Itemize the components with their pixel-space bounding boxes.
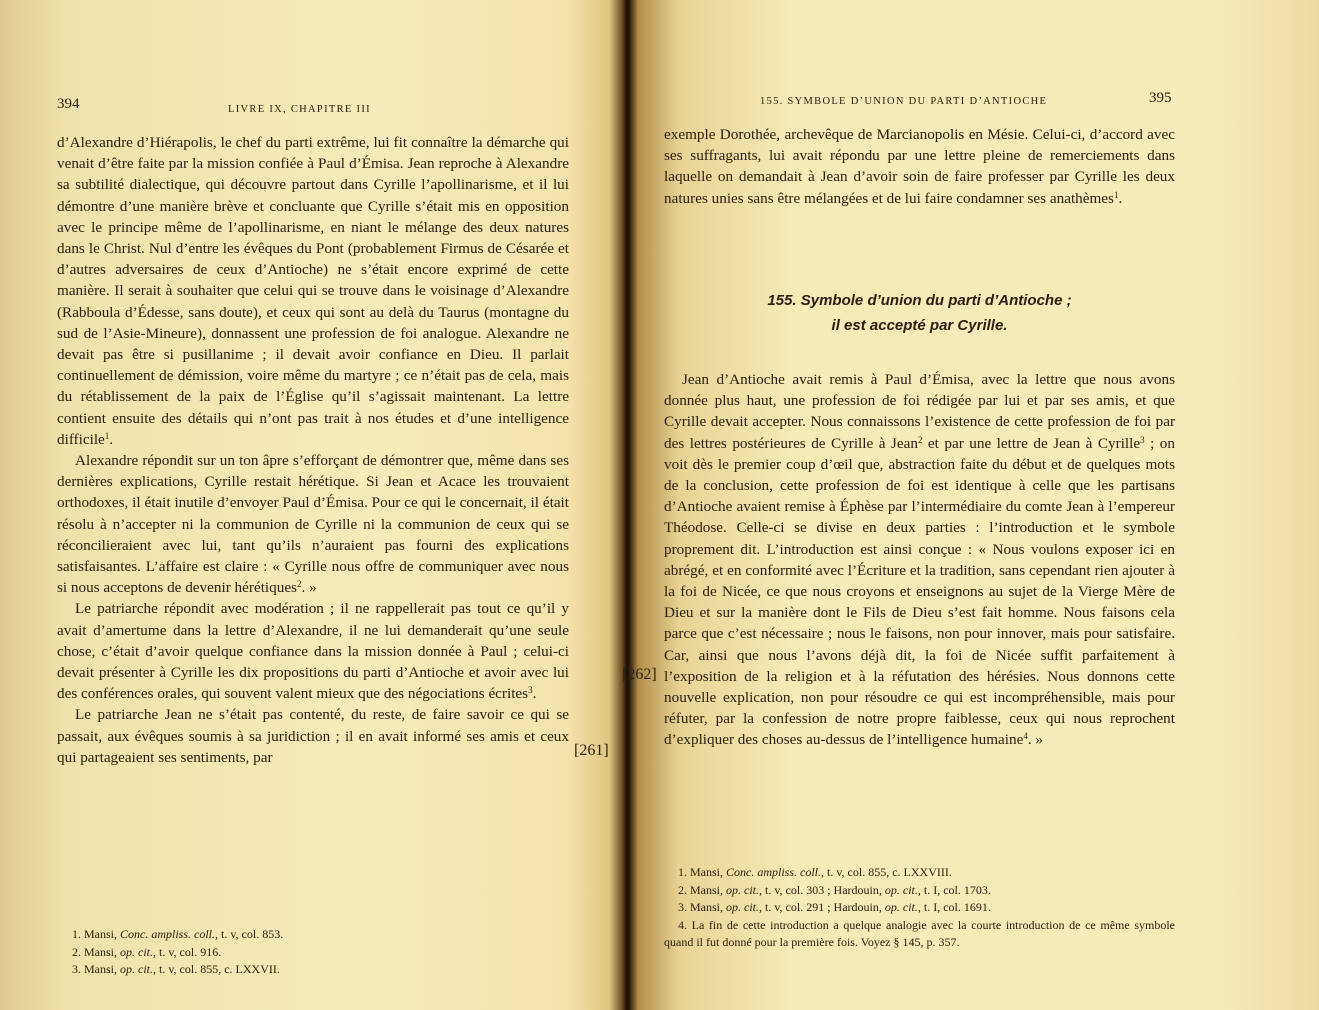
main-text bbox=[664, 369, 1175, 751]
footnote-ref[interactable]: 2 bbox=[296, 579, 302, 590]
margin-page-marker: [262] bbox=[622, 666, 657, 683]
paragraph: Jean d’Antioche avait remis à Paul d’Émisa, avec la lettre que nous avons donnée plus haut, une profession de foi rédigée par lui et par ses amis, et que Cyrille devait accepter. Nous connaissons l’existence de cette profession de foi par des lettres postérieures de Cyrille à Jean$^2$ et par une lettre de Jean à Cyrille$^3$ ; on voit dès le premier coup d’œil que, abstraction faite du début et de quelques mots de la conclusion, cette profession de foi est identique à celle que les partisans d’Antioche avaient remise à Éphèse par l’intermédiaire du comte Jean à l’empereur Théodose. Celle-ci se divise en deux parties : l’introduction et le symbole proprement dit. L’introduction est ainsi conçue : « Nous voulons exposer ici en abrégé, et en conformité avec l’Écriture et la tradition, sans cependant rien ajouter à la foi de Nicée, ce que nous croyons et enseignons au sujet de la Vierge Mère de Dieu et sur la manière dont le Fils de Dieu s’est fait homme. Nous faisons cela parce que c’est nécessaire ; nous le faisons, non pour innover, mais pour satisfaire. Car, ainsi que nous l’avons déjà dit, la foi de Nicée suffit parfaitement à l’exposition de la religion et à la réfutation des hérésies. Nous donnons cette nouvelle explication, non pour résoudre ce qui est incompréhensible, mais pour réfuter, par la confession de notre propre faiblesse, ceux qui nous reprochent d’expliquer des choses au-dessus de l’intelligence humaine$^4$. » bbox=[664, 371, 1175, 749]
footnote-ref[interactable]: 3 bbox=[1140, 434, 1145, 445]
footnote-ref[interactable]: 4 bbox=[1023, 731, 1028, 742]
footnote: 4. La fin de cette introduction a quelque analogie avec la courte introduction de ce même symbole quand il fut donné pour la première fois. Voyez § 145, p. 357. bbox=[664, 917, 1175, 950]
footnote-ref[interactable]: 3 bbox=[528, 685, 533, 696]
footnote: 1. Mansi, Conc. ampliss. coll., t. v, col. 853. bbox=[72, 927, 284, 941]
paragraph: exemple Dorothée, archevêque de Marcianopolis en Mésie. Celui-ci, d’accord avec ses suffragants, lui avait répondu par une lettre pleine de remerciements dans laquelle on demandait à Jean d’avoir soin de faire professer par Cyrille les deux natures unies sans être mélangées et de lui faire condamner ses anathèmes$^1$. bbox=[664, 126, 1175, 207]
footnote-ref[interactable]: 2 bbox=[917, 434, 923, 445]
section-heading-line: 155. Symbole d’union du parti d’Antioche ; bbox=[767, 292, 1072, 309]
running-head: LIVRE IX, CHAPITRE III bbox=[228, 104, 371, 115]
running-head: 155. SYMBOLE D’UNION DU PARTI D’ANTIOCHE bbox=[760, 96, 1048, 107]
footnote: 3. Mansi, op. cit., t. v, col. 855, c. LXXVII. bbox=[72, 962, 280, 977]
intro-text bbox=[664, 124, 1175, 209]
paragraph: Alexandre répondit sur un ton âpre s’efforçant de démontrer que, même dans ses dernières explications, Cyrille restait hérétique. Si Jean et Acace les trouvaient orthodoxes, il était inutile d’envoyer Paul d’Émisa. Pour ce qui le concernait, il était résolu à n’accepter ni la communion de Cyrille ni la communion de ceux qui se réconcilieraient avec lui, tant qu’ils n’auraient pas fourni des explications satisfaisantes. L’affaire est claire : « Cyrille nous offre de communiquer avec nous si nous acceptons de devenir hérétiques$^2$. » bbox=[57, 452, 569, 597]
paragraph: Le patriarche Jean ne s’était pas contenté, du reste, de faire savoir ce qui se passait, aux évêques soumis à sa juridiction ; il en avait informé ses amis et ceux qui partageaient ses sentiments, par bbox=[57, 706, 569, 766]
paragraph: Le patriarche répondit avec modération ; il ne rappellerait pas tout ce qu’il y avait d’amertume dans la lettre d’Alexandre, il ne lui demanderait qu’une seule chose, c’était d’avoir quelque confiance dans la mission donnée à Paul ; celui-ci devait présenter à Cyrille les dix propositions du parti d’Antioche et avoir avec lui des conférences orales, qui souvent valent mieux que des négociations écrites$^3$. bbox=[57, 600, 569, 703]
margin-page-marker: [261] bbox=[574, 742, 609, 759]
footnotes bbox=[664, 864, 1175, 952]
footnote: 3. Mansi, op. cit., t. v, col. 291 ; Hardouin, op. cit., t. I, col. 1691. bbox=[678, 900, 991, 915]
section-heading bbox=[664, 288, 1175, 338]
footnote-ref[interactable]: 1 bbox=[1113, 189, 1119, 200]
footnote: 2. Mansi, op. cit., t. v, col. 303 ; Hardouin, op. cit., t. I, col. 1703. bbox=[678, 882, 991, 897]
right-page bbox=[620, 0, 1319, 1010]
page-number: 395 bbox=[1149, 90, 1172, 106]
footnote: 1. Mansi, Conc. ampliss. coll., t. v, col. 855, c. LXXVIII. bbox=[678, 865, 952, 879]
left-page bbox=[0, 0, 612, 1010]
paragraph: d’Alexandre d’Hiérapolis, le chef du parti extrême, lui fit connaître la démarche qui venait d’être faite par la mission confiée à Paul d’Émisa. Jean reproche à Alexandre sa subtilité dialectique, qui découvre partout dans Cyrille l’apollinarisme, et il lui démontre d’une manière brève et concluante que Cyrille s’était mis en opposition avec le principe même de l’apollinarisme, en niant le mélange des deux natures dans le Christ. Nul d’entre les évêques du Pont (probablement Firmus de Césarée et d’autres adversaires de ceux d’Antioche) ne s’était encore exprimé de cette manière. Il serait à souhaiter que celui qui se trouve dans le voisinage d’Alexandre (Rabboula d’Édesse, sans doute), et ceux qui sont au delà du Taurus (montagne du sud de l’Asie-Mineure), donnassent une profession de foi analogue. Alexandre ne devait pas être si pusillanime ; il devait avoir confiance en Dieu. Il parlait continuellement de démission, voire même du martyre ; ce n’était pas de cela, mais du rétablissement de la paix de l’Église qu’il s’agissait maintenant. La lettre contient ensuite des détails qui n’ont pas trait à nos études et d’une intelligence difficile$^1$. bbox=[57, 134, 569, 448]
footnotes bbox=[72, 926, 532, 979]
footnote: 2. Mansi, op. cit., t. v, col. 916. bbox=[72, 944, 222, 959]
page-number: 394 bbox=[57, 96, 80, 112]
section-heading-line: il est accepté par Cyrille. bbox=[831, 317, 1008, 334]
body-text bbox=[57, 132, 569, 768]
footnote-ref[interactable]: 1 bbox=[104, 430, 110, 441]
